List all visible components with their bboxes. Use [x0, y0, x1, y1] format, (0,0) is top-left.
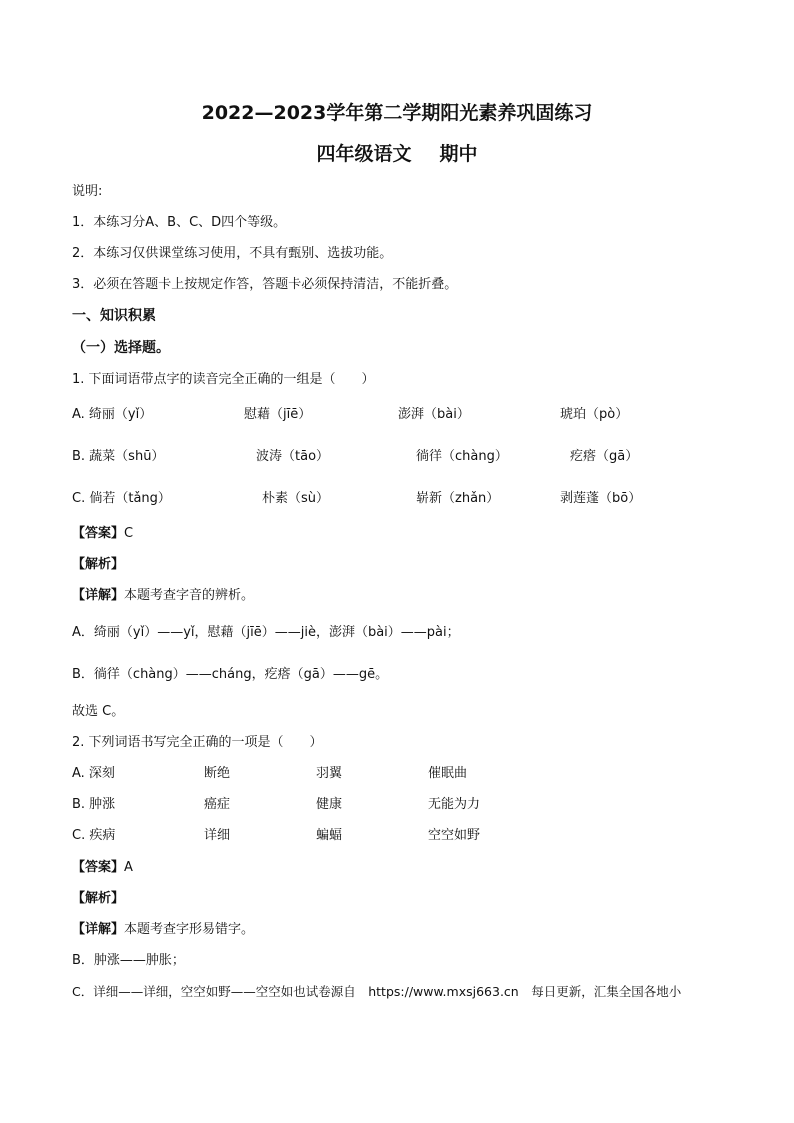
q1-option-cell: 波涛（tāo） — [256, 449, 330, 464]
section-subtitle: （一）选择题。 — [72, 340, 170, 356]
subtitle-grade: 四年级语文 — [316, 143, 412, 165]
answer-tag: 【答案】 — [72, 860, 125, 875]
q1-option-cell: 剥莲蓬（bō） — [560, 491, 642, 506]
answer-value: A — [124, 860, 133, 875]
q2-option-cell: 详细 — [204, 828, 231, 843]
q2-answer — [72, 859, 133, 877]
question-1-stem: 1. 下面词语带点字的读音完全正确的一组是（ ） — [72, 372, 375, 387]
q2-option-cell: 无能为力 — [428, 797, 481, 812]
q2-option-cell: 空空如野 — [428, 828, 481, 843]
note-item: 2．本练习仅供课堂练习使用，不具有甄别、选拔功能。 — [72, 246, 393, 261]
subtitle-term: 期中 — [439, 143, 478, 165]
q1-analysis-tag: 【解析】 — [72, 557, 125, 572]
q1-answer — [72, 525, 133, 543]
q2-analysis-line: B．肿涨——肿胀； — [72, 953, 185, 968]
q2-option-cell: 催眠曲 — [428, 766, 468, 781]
document-title: 2022—2023学年第二学期阳光素养巩固练习 — [201, 102, 593, 124]
q2-option-cell: B. 肿涨 — [72, 797, 116, 812]
q2-option-cell: 羽翼 — [316, 766, 343, 781]
answer-tag: 【答案】 — [72, 526, 125, 541]
detail-text: 本题考查字音的辨析。 — [124, 588, 255, 603]
detail-tag: 【详解】 — [72, 588, 125, 603]
q1-option-cell: 崭新（zhǎn） — [416, 491, 500, 506]
note-item: 1．本练习分A、B、C、D四个等级。 — [72, 215, 287, 230]
notes-heading: 说明: — [72, 184, 103, 199]
q1-option-cell: A. 绮丽（yǐ） — [72, 407, 153, 422]
q1-option-cell: 朴素（sù） — [262, 491, 330, 506]
detail-text: 本题考查字形易错字。 — [124, 922, 255, 937]
q1-option-cell: C. 倘若（tǎng） — [72, 491, 171, 506]
q1-option-cell: B. 蔬菜（shū） — [72, 449, 165, 464]
q2-option-cell: 蝙蝠 — [316, 828, 343, 843]
document-subtitle — [0, 142, 794, 166]
q2-option-cell: C. 疾病 — [72, 828, 116, 843]
q1-option-cell: 琥珀（pò） — [560, 407, 629, 422]
q1-detail — [72, 587, 254, 605]
q1-option-cell: 慰藉（jīē） — [244, 407, 312, 422]
note-item: 3．必须在答题卡上按规定作答，答题卡必须保持清洁，不能折叠。 — [72, 277, 458, 292]
q2-option-cell: 健康 — [316, 797, 343, 812]
q1-option-cell: 澎湃（bài） — [398, 407, 470, 422]
q2-analysis-line: C．详细——详细，空空如野——空空如也试卷源自 https://www.mxsj663.cn 每日更新，汇集全国各地小 — [72, 984, 682, 999]
q2-option-cell: 断绝 — [204, 766, 231, 781]
q2-option-cell: 癌症 — [204, 797, 231, 812]
q2-option-cell: A. 深刻 — [72, 766, 115, 781]
q1-option-cell: 疙瘩（gā） — [570, 449, 639, 464]
q1-analysis-line: A．绮丽（yǐ）——yǐ，慰藉（jīē）——jiè，澎湃（bài）——pài； — [72, 625, 460, 640]
q1-option-cell: 徜徉（chàng） — [416, 449, 508, 464]
section-title: 一、知识积累 — [72, 308, 156, 324]
q1-conclusion: 故选 C。 — [72, 704, 125, 719]
q2-detail — [72, 921, 254, 939]
question-2-stem: 2. 下列词语书写完全正确的一项是（ ） — [72, 735, 323, 750]
answer-value: C — [124, 526, 134, 541]
detail-tag: 【详解】 — [72, 922, 125, 937]
q2-analysis-tag: 【解析】 — [72, 891, 125, 906]
q1-analysis-line: B．徜徉（chàng）——cháng，疙瘩（gā）——gē。 — [72, 667, 389, 682]
